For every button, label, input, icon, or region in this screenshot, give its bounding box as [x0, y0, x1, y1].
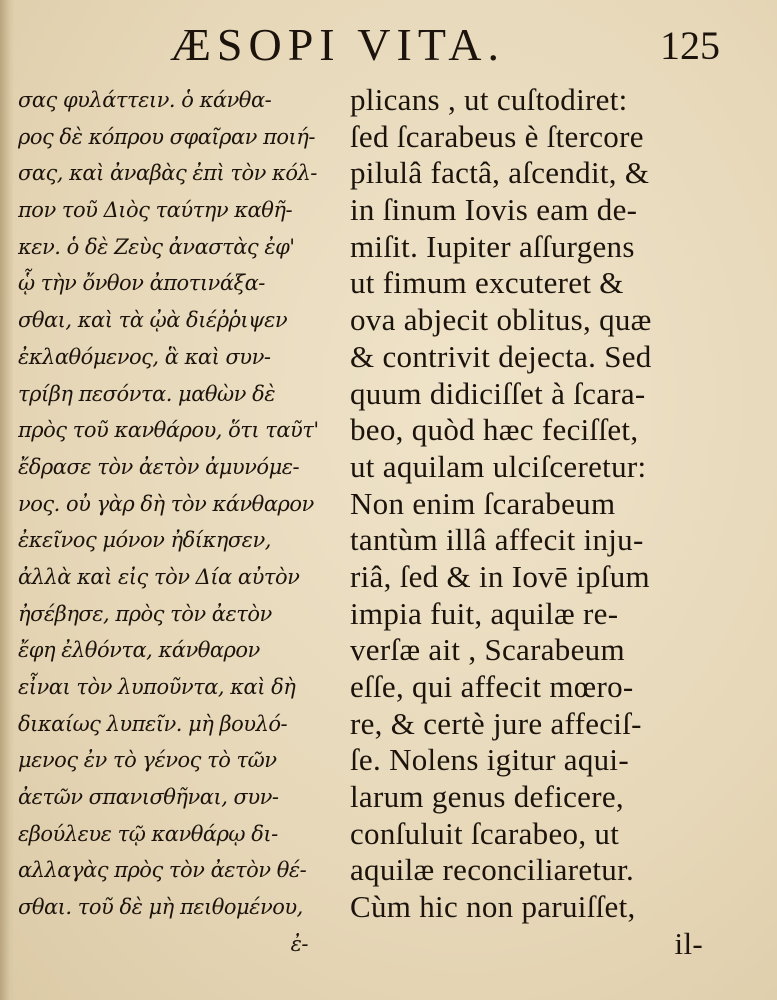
greek-line: μενος ἐν τὸ γένος τὸ τῶν	[18, 748, 277, 773]
greek-line: ἀετῶν σπανισθῆναι, συν-	[18, 785, 279, 810]
greek-line: ᾧ τὴν ὄνθον ἀποτινάξα-	[18, 271, 265, 296]
latin-line: re, & certè jure affeciſ-	[350, 705, 642, 741]
greek-line: ρος δὲ κόπρου σφαῖραν ποιή-	[18, 124, 315, 149]
greek-line: εβούλευε τῷ κανθάρῳ δι-	[18, 821, 278, 846]
latin-line: beo, quòd hæc feciſſet,	[350, 412, 639, 448]
latin-line: pilulâ factâ, aſcendit, &	[350, 155, 650, 191]
latin-line: miſit. Iupiter aſſurgens	[350, 228, 635, 264]
greek-line: νος. οὐ γὰρ δὴ τὸν κάνθαρον	[18, 491, 314, 516]
latin-line: ſed ſcarabeus è ſtercore	[350, 118, 644, 154]
latin-text-column	[350, 82, 765, 963]
latin-line: impia fuit, aquilæ re-	[350, 595, 619, 631]
greek-line: αλλαγὰς πρὸς τὸν ἀετὸν θέ-	[18, 858, 307, 883]
greek-line: πον τοῦ Διὸς ταύτην καθῆ-	[18, 198, 293, 223]
latin-line: ut aquilam ulciſceretur:	[350, 448, 647, 484]
greek-line: τρίβη πεσόντα. μαθὼν δὲ	[18, 381, 276, 406]
latin-line: quum didiciſſet à ſcara-	[350, 375, 646, 411]
latin-line: ſe. Nolens igitur aqui-	[350, 742, 629, 778]
greek-text-column	[18, 82, 338, 963]
greek-line: σθαι. τοῦ δὲ μὴ πειθομένου,	[18, 895, 303, 920]
latin-line: in ſinum Iovis eam de-	[350, 192, 638, 228]
greek-line: ἐκεῖνος μόνον ἠδίκησεν,	[18, 528, 271, 553]
greek-line: σας φυλάττειν. ὁ κάνθα-	[18, 88, 272, 112]
greek-line: σθαι, καὶ τὰ ᾠὰ διέῤῥιψεν	[18, 308, 288, 333]
latin-line: aquilæ reconciliaretur.	[350, 852, 635, 888]
greek-line: πρὸς τοῦ κανθάρου, ὅτι ταῦτ'	[18, 418, 319, 443]
latin-line: tantùm illâ affecit inju-	[350, 522, 644, 558]
greek-line: εἶναι τὸν λυποῦντα, καὶ δὴ	[18, 675, 296, 699]
greek-line: ἔφη ἐλθόντα, κάνθαρον	[18, 638, 260, 663]
latin-catchword: il-	[674, 925, 703, 961]
latin-line: eſſe, qui affecit mœro-	[350, 669, 634, 704]
greek-line: δικαίως λυπεῖν. μὴ βουλό-	[18, 711, 288, 736]
page-spine-shadow	[0, 0, 14, 1000]
latin-line: conſuluit ſcarabeo, ut	[350, 815, 620, 851]
latin-line: ut fimum excuteret &	[350, 265, 624, 301]
latin-line: Non enim ſcarabeum	[350, 485, 616, 521]
greek-line: ἀλλὰ καὶ εἰς τὸν Δία αὐτὸν	[18, 564, 300, 589]
page-number: 125	[660, 23, 720, 68]
greek-line: σας, καὶ ἀναβὰς ἐπὶ τὸν κόλ-	[18, 161, 317, 186]
greek-line: ἐκλαθόμενος, ἃ καὶ συν-	[18, 344, 271, 369]
greek-line: ἠσέβησε, πρὸς τὸν ἀετὸν	[18, 601, 272, 626]
latin-line: plicans , ut cuſtodiret:	[350, 82, 628, 117]
latin-line: larum genus deficere,	[350, 779, 624, 815]
page-header	[170, 18, 750, 78]
latin-line: ova abjecit oblitus, quæ	[350, 302, 652, 338]
latin-line: riâ, ſed & in Iovē ipſum	[350, 558, 650, 594]
latin-line: verſæ ait , Scarabeum	[350, 632, 625, 668]
greek-catchword: ἐ-	[290, 931, 308, 956]
running-title: ÆSOPI VITA.	[170, 19, 505, 70]
greek-line: ἔδρασε τὸν ἀετὸν ἀμυνόμε-	[18, 454, 300, 479]
latin-line: Cùm hic non paruiſſet,	[350, 889, 636, 925]
greek-line: κεν. ὁ δὲ Ζεὺς ἀναστὰς ἐφ'	[18, 234, 295, 259]
latin-line: & contrivit dejecta. Sed	[350, 338, 652, 374]
